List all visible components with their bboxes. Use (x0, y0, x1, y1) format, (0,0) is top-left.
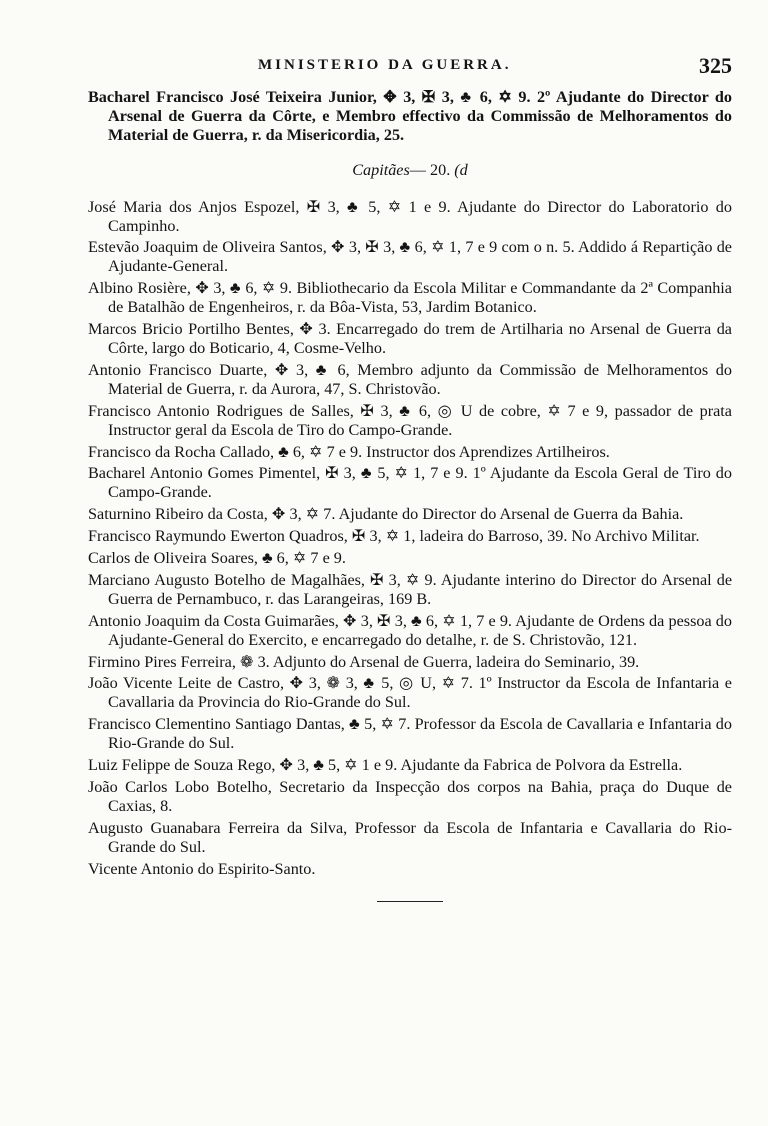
entry-list-item: Vicente Antonio do Espirito-Santo. (88, 859, 316, 878)
entry-list-item: Francisco Antonio Rodrigues de Salles, ✠ 3, ♣ 6, ◎ U de cobre, ✡ 7 e 9, passador de prata Instructor geral da Escola de Tiro do Campo-Grande. (88, 401, 732, 439)
entry-list-item: Bacharel Antonio Gomes Pimentel, ✠ 3, ♣ 5, ✡ 1, 7 e 9. 1º Ajudante da Escola Geral de Tiro do Campo-Grande. (88, 464, 732, 502)
entry-list-item: Francisco Raymundo Ewerton Quadros, ✠ 3, ✡ 1, ladeira do Barroso, 39. No Archivo Militar. (88, 527, 700, 546)
entry-list-item: Antonio Francisco Duarte, ✥ 3, ♣ 6, Membro adjunto da Commissão de Melhoramentos do Material de Guerra, r. da Aurora, 47, S. Christovão. (88, 360, 732, 398)
entry-list-item: Bacharel Francisco José Teixeira Junior, ✥ 3, ✠ 3, ♣ 6, ✡ 9. 2º Ajudante do Director do Arsenal de Guerra da Côrte, e Membro effectivo da Commissão de Melhoramentos do Material de Guerra, r. da Misericordia, 25. (88, 88, 732, 144)
entry-list-item: Carlos de Oliveira Soares, ♣ 6, ✡ 7 e 9. (88, 549, 346, 568)
page-content (88, 88, 732, 902)
entry-list-item: Marciano Augusto Botelho de Magalhães, ✠ 3, ✡ 9. Ajudante interino do Director do Arsenal de Guerra de Pernambuco, r. das Larangeiras, 169 B. (88, 570, 732, 608)
entry-list-item: Saturnino Ribeiro da Costa, ✥ 3, ✡ 7. Ajudante do Director do Arsenal de Guerra da Bahia. (88, 505, 684, 524)
entry-list-item: Luiz Felippe de Souza Rego, ✥ 3, ♣ 5, ✡ 1 e 9. Ajudante da Fabrica de Polvora da Estrella. (88, 756, 683, 775)
entry-list-item: Augusto Guanabara Ferreira da Silva, Professor da Escola de Infantaria e Cavallaria do Rio-Grande do Sul. (88, 818, 732, 856)
section-heading (88, 161, 732, 180)
entry-list-item: Antonio Joaquim da Costa Guimarães, ✥ 3, ✠ 3, ♣ 6, ✡ 1, 7 e 9. Ajudante de Ordens da pessoa do Ajudante-General do Exercito, e encarregado do detalhe, r. de S. Christovão, 121. (88, 611, 732, 649)
running-title: MINISTERIO DA GUERRA. (258, 57, 512, 73)
page-number: 325 (699, 53, 732, 78)
section-heading-mark: (d (454, 160, 468, 179)
entry-list-item: Francisco Clementino Santiago Dantas, ♣ 5, ✡ 7. Professor da Escola de Cavallaria e Infantaria do Rio-Grande do Sul. (88, 715, 732, 753)
entry-list-item: João Carlos Lobo Botelho, Secretario da Inspecção dos corpos na Bahia, praça do Duque de Caxias, 8. (88, 778, 732, 815)
page-header (0, 55, 768, 85)
closing-rule (377, 901, 443, 902)
section-heading-count: — 20. (409, 160, 451, 179)
entry-list-item: Estevão Joaquim de Oliveira Santos, ✥ 3, ✠ 3, ♣ 6, ✡ 1, 7 e 9 com o n. 5. Addido á Repartição de Ajudante-General. (88, 238, 732, 276)
entry-list-item: João Vicente Leite de Castro, ✥ 3, ❁ 3, ♣ 5, ◎ U, ✡ 7. 1º Instructor da Escola de Infantaria e Cavallaria da Provincia do Rio-Grande do Sul. (88, 674, 732, 712)
entry-list-item: Marcos Bricio Portilho Bentes, ✥ 3. Encarregado do trem de Artilharia no Arsenal de Guerra da Côrte, largo do Boticario, 4, Cosme-Velho. (88, 320, 732, 357)
entry-list-item: Albino Rosière, ✥ 3, ♣ 6, ✡ 9. Bibliothecario da Escola Militar e Commandante da 2ª Companhia de Batalhão de Engenheiros, r. da Bôa-Vista, 53, Jardim Botanico. (88, 279, 732, 317)
entry-list-item: Firmino Pires Ferreira, ❁ 3. Adjunto do Arsenal de Guerra, ladeira do Seminario, 39. (88, 652, 640, 671)
section-heading-label: Capitães (352, 160, 410, 179)
entry-list-item: Francisco da Rocha Callado, ♣ 6, ✡ 7 e 9. Instructor dos Aprendizes Artilheiros. (88, 442, 610, 461)
entry-list-item: José Maria dos Anjos Espozel, ✠ 3, ♣ 5, ✡ 1 e 9. Ajudante do Director do Laboratorio do Campinho. (88, 197, 732, 235)
